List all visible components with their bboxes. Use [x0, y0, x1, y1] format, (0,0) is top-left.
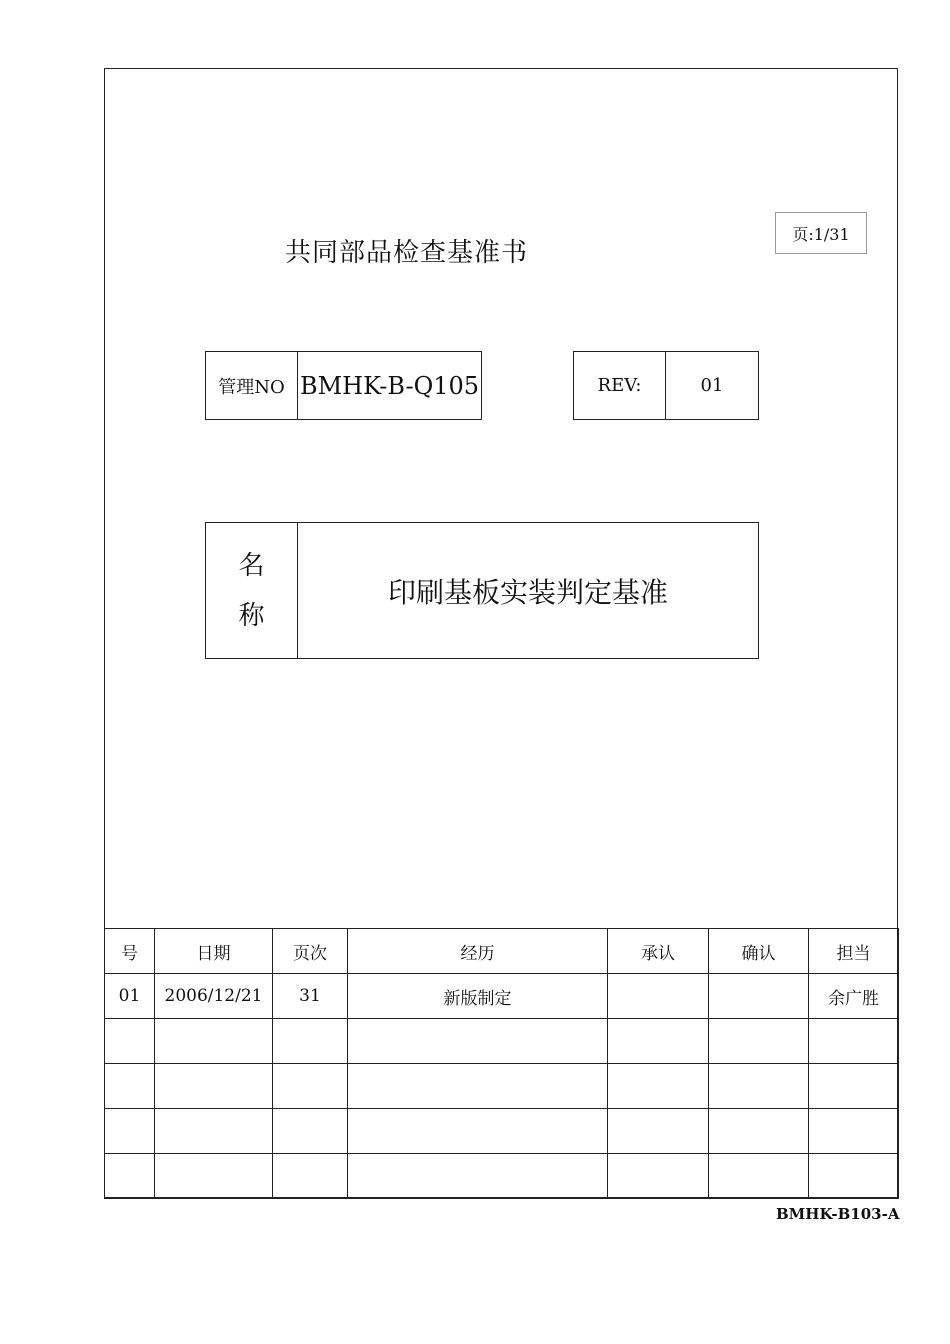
header-number: 号 — [105, 929, 155, 974]
header-pages: 页次 — [273, 929, 348, 974]
revision-value: 01 — [700, 375, 724, 396]
row-history — [348, 1064, 608, 1109]
row-history — [348, 1019, 608, 1064]
management-number-label: 管理NO — [206, 352, 298, 419]
document-name-label-line2: 称 — [238, 600, 265, 631]
row-confirmed — [709, 1064, 809, 1109]
row-pages — [273, 1154, 348, 1199]
document-name-box — [205, 522, 759, 659]
row-history: 新版制定 — [348, 974, 608, 1019]
row-confirmed — [709, 974, 809, 1019]
header-history: 经历 — [348, 929, 608, 974]
row-confirmed — [709, 1154, 809, 1199]
row-responsible — [809, 1019, 899, 1064]
table-row — [105, 1154, 899, 1199]
row-history — [348, 1109, 608, 1154]
table-row — [105, 1064, 899, 1109]
row-approved — [608, 1064, 709, 1109]
row-date: 2006/12/21 — [155, 974, 273, 1019]
document-title: 共同部品检查基准书 — [285, 238, 529, 268]
row-pages — [273, 1109, 348, 1154]
header-confirmed: 确认 — [709, 929, 809, 974]
header-approved: 承认 — [608, 929, 709, 974]
form-code: BMHK-B103-A — [776, 1205, 900, 1223]
row-responsible — [809, 1154, 899, 1199]
document-name-label — [206, 523, 298, 658]
row-date — [155, 1064, 273, 1109]
page-indicator: 页:1/31 — [775, 212, 867, 254]
row-date — [155, 1019, 273, 1064]
document-name-label-line1: 名 — [238, 550, 265, 581]
management-number-box — [205, 351, 482, 420]
header-responsible: 担当 — [809, 929, 899, 974]
table-row — [105, 974, 899, 1019]
row-pages — [273, 1064, 348, 1109]
row-approved — [608, 1109, 709, 1154]
revision-history-table — [104, 928, 899, 1199]
revision-box — [573, 351, 759, 420]
row-date — [155, 1154, 273, 1199]
history-header-row — [105, 929, 899, 974]
table-row — [105, 1109, 899, 1154]
header-date: 日期 — [155, 929, 273, 974]
row-date — [155, 1109, 273, 1154]
row-confirmed — [709, 1019, 809, 1064]
table-row — [105, 1019, 899, 1064]
row-responsible — [809, 1109, 899, 1154]
revision-label: REV: — [574, 352, 666, 419]
row-number — [105, 1064, 155, 1109]
management-number-value: BMHK-B-Q105 — [299, 371, 480, 400]
row-pages: 31 — [273, 974, 348, 1019]
row-responsible — [809, 1064, 899, 1109]
row-approved — [608, 1154, 709, 1199]
row-confirmed — [709, 1109, 809, 1154]
row-pages — [273, 1019, 348, 1064]
row-approved — [608, 1019, 709, 1064]
row-number — [105, 1154, 155, 1199]
row-responsible: 余广胜 — [809, 974, 899, 1019]
row-number: 01 — [105, 974, 155, 1019]
row-history — [348, 1154, 608, 1199]
row-approved — [608, 974, 709, 1019]
document-name-value: 印刷基板实装判定基准 — [387, 575, 668, 609]
row-number — [105, 1019, 155, 1064]
row-number — [105, 1109, 155, 1154]
